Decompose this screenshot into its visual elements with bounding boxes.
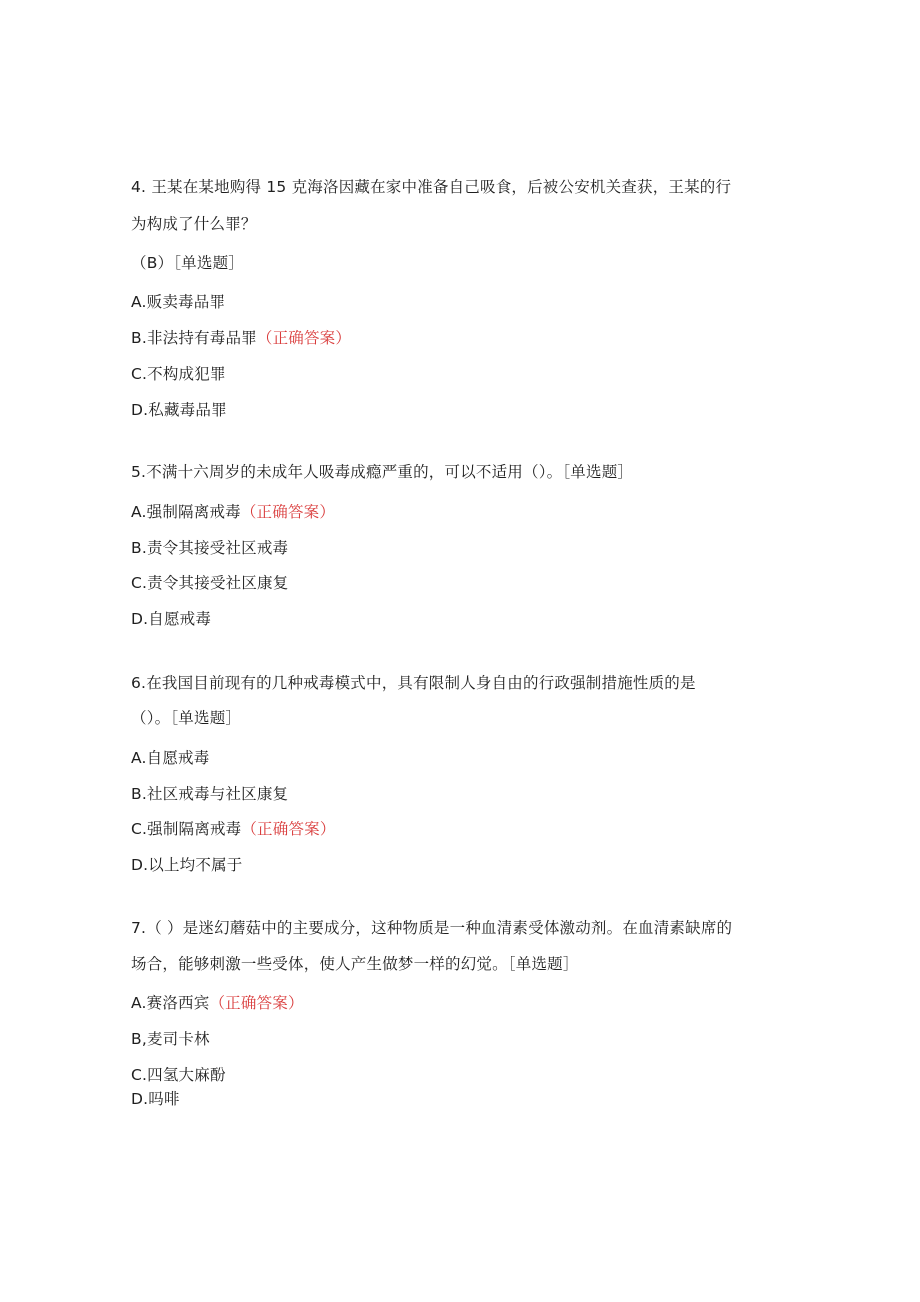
question-5-option-d	[131, 608, 211, 630]
question-7-text-line-1: 7.（ ）是迷幻蘑菇中的主要成分，这种物质是一种血清素受体激动剂。在血清素缺席的	[131, 919, 733, 937]
question-4-option-c	[131, 363, 226, 385]
option-text: C.强制隔离戒毒	[131, 820, 242, 838]
option-text: D.私藏毒品罪	[131, 401, 227, 419]
correct-answer-mark: （正确答案）	[209, 994, 304, 1012]
question-4-answer-type: （B）［单选题］	[131, 254, 244, 272]
question-4-option-d	[131, 399, 227, 421]
correct-answer-mark: （正确答案）	[241, 820, 336, 838]
question-5-option-a	[131, 501, 335, 523]
option-text: A.贩卖毒品罪	[131, 293, 226, 311]
question-4-option-b	[131, 327, 351, 349]
option-text: D.自愿戒毒	[131, 610, 212, 628]
question-4-option-a	[131, 291, 225, 313]
question-4-text-line-1: 4. 王某在某地购得 15 克海洛因藏在家中准备自己吸食，后被公安机关查获，王某的行	[131, 178, 732, 196]
correct-answer-mark: （正确答案）	[240, 503, 336, 521]
option-text: D.吗啡	[131, 1090, 180, 1108]
question-4-text-line-2: 为构成了什么罪？	[131, 215, 257, 233]
option-text: A.强制隔离戒毒	[131, 503, 241, 521]
question-6-text-line-1: 6.在我国目前现有的几种戒毒模式中，具有限制人身自由的行政强制措施性质的是	[131, 674, 696, 692]
question-6-option-d	[131, 854, 242, 876]
option-text: D.以上均不属于	[131, 856, 243, 874]
option-text: A.自愿戒毒	[131, 749, 210, 767]
option-text: B.责令其接受社区戒毒	[131, 539, 289, 557]
question-6-text-line-2: （）。［单选题］	[131, 709, 242, 727]
question-7-option-b	[131, 1028, 210, 1050]
question-5-option-b	[131, 537, 288, 559]
option-text: B,麦司卡林	[131, 1030, 210, 1048]
question-6-option-a	[131, 747, 209, 769]
option-text: B.非法持有毒品罪	[131, 329, 257, 347]
option-text: C.责令其接受社区康复	[131, 574, 289, 592]
option-text: A.赛洛西宾	[131, 994, 210, 1012]
option-text: C.四氢大麻酚	[131, 1066, 226, 1084]
correct-answer-mark: （正确答案）	[256, 329, 352, 347]
question-7-option-c	[131, 1064, 226, 1086]
question-5-text-line-1: 5.不满十六周岁的未成年人吸毒成瘾严重的，可以不适用（）。［单选题］	[131, 463, 634, 481]
option-text: B.社区戒毒与社区康复	[131, 785, 289, 803]
option-text: C.不构成犯罪	[131, 365, 226, 383]
question-7-option-d	[131, 1088, 180, 1110]
question-6-option-c	[131, 818, 336, 840]
question-7-text-line-2: 场合，能够刺激一些受体，使人产生做梦一样的幻觉。［单选题］	[131, 955, 579, 973]
question-6-option-b	[131, 783, 288, 805]
question-5-option-c	[131, 572, 288, 594]
question-7-option-a	[131, 992, 304, 1014]
